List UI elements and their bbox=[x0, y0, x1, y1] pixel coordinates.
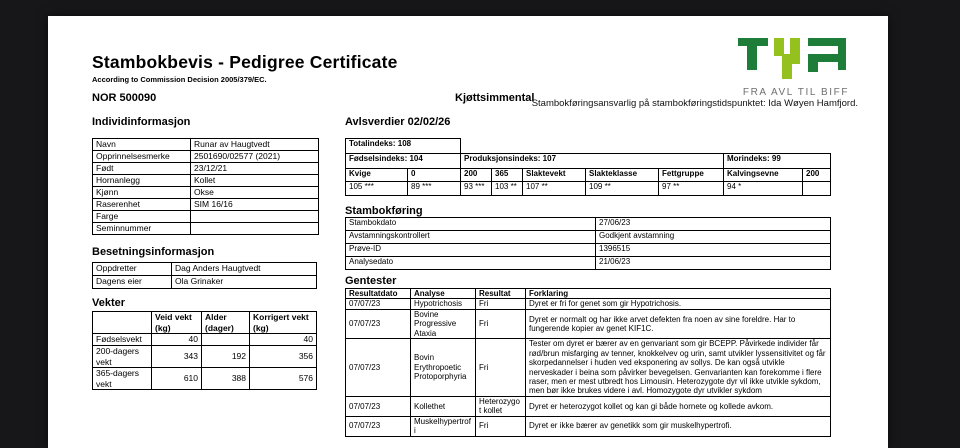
individ-value bbox=[191, 223, 319, 235]
gentester-dato: 07/07/23 bbox=[346, 299, 411, 309]
stambokforing-table bbox=[345, 217, 831, 270]
avls-value: 93 *** bbox=[461, 182, 492, 196]
gentester-row bbox=[346, 309, 831, 338]
gentester-resultat: Fri bbox=[476, 309, 526, 338]
vekter-veid-value: 343 bbox=[152, 345, 202, 367]
stambokforing-value: Godkjent avstamning bbox=[596, 231, 831, 244]
vekter-row bbox=[93, 368, 317, 390]
besetning-heading: Besetningsinformasjon bbox=[92, 246, 215, 258]
gentester-col-header: Resultatdato bbox=[346, 289, 411, 299]
individ-table bbox=[92, 138, 319, 235]
vekter-row bbox=[93, 345, 317, 367]
avls-values-row bbox=[346, 182, 831, 196]
page-title: Stambokbevis - Pedigree Certificate bbox=[92, 52, 398, 72]
avls-value: 105 *** bbox=[346, 182, 408, 196]
vekter-col-header: Korrigert vekt (kg) bbox=[250, 312, 317, 334]
avls-value: 109 ** bbox=[586, 182, 659, 196]
besetning-value: Dag Anders Haugtvedt bbox=[172, 263, 317, 276]
avls-fodselsindeks: Fødselsindeks: 104 bbox=[346, 154, 461, 169]
individ-row bbox=[93, 151, 319, 163]
vekter-col-header: Alder (dager) bbox=[202, 312, 250, 334]
vekter-alder-value: 192 bbox=[202, 345, 250, 367]
stambokforing-row bbox=[346, 257, 831, 270]
gentester-col-header: Resultat bbox=[476, 289, 526, 299]
avls-col-header: 200 bbox=[461, 169, 492, 182]
letter-t bbox=[738, 38, 768, 70]
gentester-resultat: Fri bbox=[476, 299, 526, 309]
avls-value: 97 ** bbox=[659, 182, 724, 196]
gentester-analyse: Hypotrichosis bbox=[411, 299, 476, 309]
individ-row bbox=[93, 163, 319, 175]
vekter-korrigert-value: 40 bbox=[250, 334, 317, 346]
gentester-row bbox=[346, 396, 831, 416]
individ-value: Kollet bbox=[191, 175, 319, 187]
stambokforing-label: Prøve-ID bbox=[346, 244, 596, 257]
gentester-forklaring: Dyret er fri for genet som gir Hypotrichosis. bbox=[526, 299, 831, 309]
logo-tagline: FRA AVL TIL BIFF bbox=[742, 87, 850, 98]
gentester-col-header: Forklaring bbox=[526, 289, 831, 299]
avls-value: 107 ** bbox=[523, 182, 586, 196]
avls-indeks-row bbox=[346, 154, 831, 169]
animal-id: NOR 500090 bbox=[92, 92, 157, 104]
avlsverdier-table bbox=[345, 138, 831, 196]
individ-label: Hornanlegg bbox=[93, 175, 191, 187]
certificate-page bbox=[48, 16, 888, 448]
gentester-dato: 07/07/23 bbox=[346, 416, 411, 436]
gentester-forklaring: Dyret er heterozygot kollet og kan gi både hornete og kollede avkom. bbox=[526, 396, 831, 416]
registrar-note: Stambokføringsansvarlig på stambokføringstidspunktet: Ida Wøyen Hamfjord. bbox=[531, 98, 858, 109]
avls-filler bbox=[461, 139, 831, 154]
stambokforing-label: Avstamningskontrollert bbox=[346, 231, 596, 244]
individ-heading: Individinformasjon bbox=[92, 116, 191, 128]
letter-y bbox=[774, 38, 800, 79]
letter-r bbox=[808, 38, 846, 72]
gentester-table bbox=[345, 288, 831, 437]
individ-value: 23/12/21 bbox=[191, 163, 319, 175]
tyr-logo-mark bbox=[738, 36, 854, 80]
stambokforing-label: Stambokdato bbox=[346, 218, 596, 231]
gentester-header-row bbox=[346, 289, 831, 299]
gentester-row bbox=[346, 339, 831, 397]
stambokforing-value: 21/06/23 bbox=[596, 257, 831, 270]
individ-row bbox=[93, 139, 319, 151]
vekter-col-header: Veid vekt (kg) bbox=[152, 312, 202, 334]
individ-row bbox=[93, 175, 319, 187]
vekter-header-row bbox=[93, 312, 317, 334]
gentester-analyse: Kollethet bbox=[411, 396, 476, 416]
avls-col-header: Kalvingsevne bbox=[724, 169, 803, 182]
stambokforing-row bbox=[346, 244, 831, 257]
vekter-col-header bbox=[93, 312, 152, 334]
gentester-resultat: Fri bbox=[476, 416, 526, 436]
avlsverdier-heading: Avlsverdier 02/02/26 bbox=[345, 116, 451, 128]
avls-col-header: Slaktevekt bbox=[523, 169, 586, 182]
gentester-resultat: Fri bbox=[476, 339, 526, 397]
individ-row bbox=[93, 211, 319, 223]
besetning-row bbox=[93, 276, 317, 289]
individ-label: Opprinnelsesmerke bbox=[93, 151, 191, 163]
avls-col-header: Slakteklasse bbox=[586, 169, 659, 182]
vekter-alder-value: 388 bbox=[202, 368, 250, 390]
gentester-resultat: Heterozygot kollet bbox=[476, 396, 526, 416]
individ-label: Kjønn bbox=[93, 187, 191, 199]
vekter-row-label: Fødselsvekt bbox=[93, 334, 152, 346]
vekter-row-label: 365-dagers vekt bbox=[93, 368, 152, 390]
gentester-analyse: Bovin Erythropoetic Protoporphyria bbox=[411, 339, 476, 397]
besetning-table bbox=[92, 262, 317, 289]
individ-label: Raserenhet bbox=[93, 199, 191, 211]
vekter-table bbox=[92, 311, 317, 390]
vekter-heading: Vekter bbox=[92, 297, 126, 309]
individ-label: Født bbox=[93, 163, 191, 175]
individ-value: 2501690/02577 (2021) bbox=[191, 151, 319, 163]
avls-col-header: 365 bbox=[492, 169, 523, 182]
stambokforing-label: Analysedato bbox=[346, 257, 596, 270]
avls-totalindeks: Totalindeks: 108 bbox=[346, 139, 461, 154]
besetning-label: Oppdretter bbox=[93, 263, 172, 276]
individ-label: Farge bbox=[93, 211, 191, 223]
besetning-label: Dagens eier bbox=[93, 276, 172, 289]
gentester-analyse: Bovine Progressive Ataxia bbox=[411, 309, 476, 338]
individ-row bbox=[93, 199, 319, 211]
individ-row bbox=[93, 187, 319, 199]
individ-value: SIM 16/16 bbox=[191, 199, 319, 211]
vekter-korrigert-value: 356 bbox=[250, 345, 317, 367]
stambokforing-value: 1396515 bbox=[596, 244, 831, 257]
besetning-value: Ola Grinaker bbox=[172, 276, 317, 289]
gentester-col-header: Analyse bbox=[411, 289, 476, 299]
vekter-row-label: 200-dagers vekt bbox=[93, 345, 152, 367]
avls-totalindeks-row bbox=[346, 139, 831, 154]
avls-col-header: 0 bbox=[408, 169, 461, 182]
stambokforing-heading: Stambokføring bbox=[345, 205, 423, 217]
gentester-dato: 07/07/23 bbox=[346, 339, 411, 397]
avls-header-row bbox=[346, 169, 831, 182]
stambokforing-row bbox=[346, 231, 831, 244]
avls-value bbox=[803, 182, 831, 196]
vekter-veid-value: 610 bbox=[152, 368, 202, 390]
gentester-row bbox=[346, 416, 831, 436]
gentester-forklaring: Dyret er ikke bærer av genetikk som gir muskelhypertrofi. bbox=[526, 416, 831, 436]
breed-label: Kjøttsimmental bbox=[455, 92, 535, 104]
individ-row bbox=[93, 223, 319, 235]
individ-label: Navn bbox=[93, 139, 191, 151]
gentester-forklaring: Tester om dyret er bærer av en genvariant som gir BCEPP. Påvirkede individer får rød/brun misfarging av tenner, knokkelvev og urin, samt utvikler lyssensitivitet og får skorpedannelser i huden ved eksponering av sollys. De kan også utvikle nerveskader i beina som påvirker bevegelsen. Genvarianten kan forekomme i flere raser, men er mest utbredt hos Limousin. Heterozygote dyr vil ikke utvikle sykdom, men bør ikke brukes videre i avl. Homozygote dyr utvikler sykdom bbox=[526, 339, 831, 397]
gentester-dato: 07/07/23 bbox=[346, 396, 411, 416]
avls-value: 89 *** bbox=[408, 182, 461, 196]
avls-col-header: Fettgruppe bbox=[659, 169, 724, 182]
vekter-row bbox=[93, 334, 317, 346]
individ-value: Runar av Haugtvedt bbox=[191, 139, 319, 151]
individ-value bbox=[191, 211, 319, 223]
gentester-forklaring: Dyret er normalt og har ikke arvet defekten fra noen av sine foreldre. Har to fungerende kopier av genet KIF1C. bbox=[526, 309, 831, 338]
avls-produksjonsindeks: Produksjonsindeks: 107 bbox=[461, 154, 724, 169]
tyr-logo bbox=[738, 36, 854, 98]
avls-col-header: Kvige bbox=[346, 169, 408, 182]
avls-morindeks: Morindeks: 99 bbox=[724, 154, 831, 169]
besetning-row bbox=[93, 263, 317, 276]
stambokforing-value: 27/06/23 bbox=[596, 218, 831, 231]
vekter-veid-value: 40 bbox=[152, 334, 202, 346]
vekter-alder-value bbox=[202, 334, 250, 346]
avls-value: 94 * bbox=[724, 182, 803, 196]
stambokforing-row bbox=[346, 218, 831, 231]
gentester-heading: Gentester bbox=[345, 275, 397, 287]
individ-value: Okse bbox=[191, 187, 319, 199]
gentester-analyse: Muskelhypertrofi bbox=[411, 416, 476, 436]
vekter-korrigert-value: 576 bbox=[250, 368, 317, 390]
avls-col-header: 200 bbox=[803, 169, 831, 182]
avls-value: 103 ** bbox=[492, 182, 523, 196]
gentester-dato: 07/07/23 bbox=[346, 309, 411, 338]
gentester-row bbox=[346, 299, 831, 309]
page-subtitle: According to Commission Decision 2005/379/EC. bbox=[92, 75, 267, 84]
individ-label: Seminnummer bbox=[93, 223, 191, 235]
